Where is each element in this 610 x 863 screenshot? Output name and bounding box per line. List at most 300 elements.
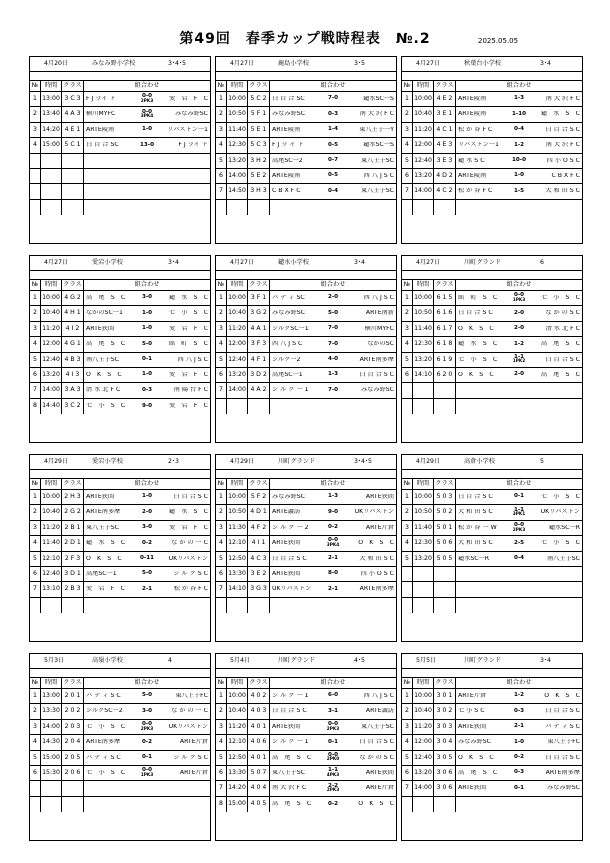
- match-number: 3: [30, 322, 41, 336]
- match-time: 11:40: [413, 322, 434, 336]
- match-time: 11:20: [41, 521, 62, 535]
- score-value: 1-1: [513, 353, 525, 360]
- match-class: 4 I 1: [248, 536, 270, 550]
- match-row: [402, 704, 582, 719]
- match-time: [41, 797, 62, 812]
- match-row: [216, 337, 396, 352]
- match-pairing: [456, 567, 582, 581]
- match-row: [402, 582, 582, 597]
- score-value: 1-0: [141, 309, 153, 316]
- team-away: ARTE南新: [365, 310, 394, 317]
- match-row: [30, 505, 210, 520]
- score-value: 0-0: [327, 721, 339, 728]
- match-number: 7: [402, 184, 413, 198]
- match-class: 4 C 1: [434, 123, 456, 137]
- pairing-line: [272, 509, 394, 515]
- team-away: 東八王子SC: [361, 157, 394, 164]
- team-home: F J ラ イ ド: [272, 142, 304, 149]
- team-home: 七 小 S C: [86, 770, 126, 777]
- pairing-line: [272, 372, 394, 378]
- team-home: 七 小 S C: [458, 356, 498, 363]
- score-value: 1-2: [513, 340, 525, 347]
- match-time: 10:50: [227, 505, 248, 519]
- team-away: O K S C: [358, 801, 394, 808]
- team-home: なかのSC一1: [86, 310, 123, 317]
- match-pairing: [84, 337, 210, 351]
- team-home: 白 百 合 S C: [272, 555, 307, 562]
- pairing-line: [272, 142, 394, 148]
- match-number: 2: [30, 704, 41, 718]
- match-time: 15:00: [227, 797, 248, 812]
- pairing-line: [458, 724, 580, 730]
- match-pairing: [84, 154, 210, 168]
- match-row: [402, 368, 582, 383]
- team-home: シ ル ク 一 2: [272, 524, 309, 531]
- match-number: 2: [216, 107, 227, 121]
- match-class: 3 E 3: [434, 154, 456, 168]
- match-class: 5 E 1: [248, 123, 270, 137]
- match-score: [321, 571, 345, 577]
- match-time: 12:30: [413, 536, 434, 550]
- pairing-line: [86, 110, 208, 120]
- team-away: なかのSC: [367, 341, 394, 348]
- match-score: [507, 173, 531, 179]
- pairing-line: [458, 173, 580, 179]
- match-score: [135, 510, 159, 516]
- match-pairing: [456, 138, 582, 152]
- score-value: 9-0: [141, 402, 153, 409]
- match-score: [135, 388, 159, 394]
- block-venue: 川町グランド: [278, 656, 316, 664]
- match-number: 2: [402, 306, 413, 320]
- match-class: 4 G 1: [62, 337, 84, 351]
- match-time: 15:00: [41, 138, 62, 152]
- team-away: ARTE南多摩: [359, 586, 394, 593]
- pairing-line: [86, 94, 208, 104]
- match-pairing: [84, 505, 210, 519]
- match-row: [216, 797, 396, 812]
- pairing-line: [272, 173, 394, 179]
- team-home: 高 尾 S C: [272, 801, 312, 808]
- team-away: O K S C: [544, 693, 580, 700]
- match-class: 3 D 1: [62, 567, 84, 581]
- match-row: [216, 291, 396, 306]
- team-away: ARTE狭間: [365, 770, 394, 777]
- team-away: 七 小 S C: [168, 310, 208, 317]
- team-away: 白 百 合 S C: [173, 494, 208, 501]
- match-number: 2: [30, 505, 41, 519]
- team-home: シ ル ク 一 1: [272, 387, 309, 394]
- pairing-line: [272, 188, 394, 194]
- score-value: 9-0: [327, 508, 339, 515]
- match-pairing: [456, 322, 582, 336]
- pairing-line: [272, 387, 394, 393]
- team-away: シ ル ク S C: [173, 571, 208, 578]
- pairing-line: [86, 768, 208, 778]
- header-spacer: [402, 271, 582, 280]
- match-pairing: [84, 322, 210, 336]
- match-row: [402, 399, 582, 414]
- match-row: [30, 138, 210, 153]
- match-number: 2: [30, 107, 41, 121]
- team-home: 松 が 谷 F C: [458, 188, 493, 195]
- team-home: 大 和 田 S C: [458, 540, 493, 547]
- col-header-match: 組合わせ: [506, 81, 532, 89]
- match-time: 12:00: [227, 337, 248, 351]
- match-score: [507, 508, 531, 518]
- score-value: 2-1: [513, 723, 525, 730]
- block-date: 4月29日: [416, 457, 441, 465]
- match-number: 1: [30, 291, 41, 305]
- match-row: [402, 490, 582, 505]
- match-row: [30, 154, 210, 169]
- pairing-line: [458, 127, 580, 133]
- match-row: [402, 689, 582, 704]
- col-header-no: №: [216, 678, 227, 688]
- match-pairing: [270, 797, 396, 812]
- match-row: [216, 107, 396, 122]
- header-spacer: [402, 470, 582, 479]
- score-value: 2-0: [141, 508, 153, 515]
- match-class: 6 2 0: [434, 368, 456, 382]
- match-number: 2: [216, 505, 227, 519]
- team-home: 白 百 合 S C: [458, 494, 493, 501]
- match-score: [135, 357, 159, 363]
- match-time: 14:00: [413, 184, 434, 198]
- match-row: [216, 735, 396, 750]
- team-away: 東八王子SC: [361, 188, 394, 195]
- match-number: 4: [30, 735, 41, 749]
- header-spacer: [402, 669, 582, 678]
- match-score: [135, 311, 159, 317]
- match-number: 3: [216, 521, 227, 535]
- header-spacer: [30, 72, 210, 81]
- match-row: [216, 689, 396, 704]
- match-time: 10:00: [41, 291, 62, 305]
- score-value: 0-0: [513, 522, 525, 529]
- pairing-line: [272, 127, 394, 133]
- block-header: [216, 455, 396, 470]
- team-home: 七 小 S C: [86, 723, 126, 730]
- match-pairing: [84, 766, 210, 780]
- col-header-class: クラス: [434, 678, 456, 688]
- score-value: 1-2: [513, 692, 525, 699]
- match-time: [41, 154, 62, 168]
- team-away: 清 水 北 F C: [545, 325, 580, 332]
- team-home: ARTE陵南: [272, 126, 301, 133]
- team-away: 愛 宕 F C: [169, 403, 208, 410]
- match-score: [135, 693, 159, 699]
- match-score: [321, 556, 345, 562]
- team-home: UKリバストン: [272, 586, 312, 593]
- team-home: 西 八 J S C: [272, 341, 303, 348]
- col-header-class: クラス: [248, 280, 270, 290]
- match-time: 14:00: [227, 169, 248, 183]
- match-row: [402, 123, 582, 138]
- match-score: [507, 494, 531, 500]
- match-row: [30, 107, 210, 122]
- match-pairing: [270, 582, 396, 596]
- team-home: ARTE片倉: [458, 693, 487, 700]
- match-number: 2: [216, 704, 227, 718]
- match-number: 2: [30, 306, 41, 320]
- column-header-row: [30, 280, 210, 291]
- team-away: 七 小 S C: [540, 540, 580, 547]
- match-class: 4 0 1: [248, 720, 270, 734]
- match-row: [30, 92, 210, 107]
- team-away: C B X F C: [551, 173, 580, 180]
- pairing-line: [86, 755, 208, 761]
- score-value: 0-0: [141, 108, 153, 115]
- match-time: 11:30: [227, 521, 248, 535]
- match-time: 13:20: [413, 766, 434, 780]
- match-row: [402, 200, 582, 215]
- match-row: [216, 598, 396, 613]
- team-away: 愛 宕 F C: [169, 524, 208, 531]
- match-row: [402, 353, 582, 368]
- pairing-line: [272, 111, 394, 117]
- match-number: [402, 797, 413, 812]
- match-number: [402, 383, 413, 397]
- page-title: 第49回 春季カップ戦時程表 №.2: [179, 31, 431, 47]
- match-class: 4 F 1: [248, 353, 270, 367]
- team-home: 松 が 谷 F C: [458, 126, 493, 133]
- pairing-line: [458, 341, 580, 347]
- match-time: 12:10: [41, 552, 62, 566]
- match-class: 3 0 2: [434, 704, 456, 718]
- team-home: ARTE陵南: [458, 111, 487, 118]
- pairing-line: [272, 571, 394, 577]
- team-home: 高尾SC一1: [86, 571, 117, 578]
- match-class: 4 D 1: [248, 505, 270, 519]
- match-time: 10:40: [413, 704, 434, 718]
- match-class: 5 E 2: [248, 169, 270, 183]
- match-pairing: [270, 291, 396, 305]
- match-row: [402, 169, 582, 184]
- match-pairing: [270, 123, 396, 137]
- team-away: 鑓 水 S C: [540, 111, 580, 118]
- team-home: 鑓 水 S C: [86, 540, 126, 547]
- match-score: [135, 571, 159, 577]
- penalty-score: 1PK2: [512, 359, 526, 365]
- match-class: 4 0 6: [248, 735, 270, 749]
- pairing-line: [86, 295, 208, 301]
- match-row: [30, 735, 210, 750]
- match-class: 3 H 3: [248, 184, 270, 198]
- block-header: [30, 654, 210, 669]
- match-number: 7: [30, 582, 41, 596]
- col-header-time: 時間: [413, 280, 434, 290]
- match-score: [507, 311, 531, 317]
- match-class: 3 0 1: [434, 689, 456, 703]
- match-class: 3 E 2: [248, 567, 270, 581]
- col-header-time: 時間: [227, 479, 248, 489]
- match-row: [402, 781, 582, 796]
- match-row: [30, 582, 210, 597]
- match-number: 3: [216, 720, 227, 734]
- match-class: 6 1 6: [434, 306, 456, 320]
- team-away: 愛 宕 F C: [169, 96, 208, 103]
- team-home: 高尾SC一1: [272, 372, 303, 379]
- match-number: 3: [216, 123, 227, 137]
- header-spacer: [216, 271, 396, 280]
- match-pairing: [270, 138, 396, 152]
- pairing-line: [458, 755, 580, 761]
- match-time: 14:20: [227, 781, 248, 795]
- match-pairing: [84, 781, 210, 795]
- block-venue: 高倉小学校: [464, 457, 495, 465]
- match-row: [30, 399, 210, 414]
- match-pairing: [456, 797, 582, 812]
- match-row: [402, 184, 582, 199]
- match-score: [507, 189, 531, 195]
- penalty-score: 4PK3: [326, 772, 340, 778]
- match-row: [402, 322, 582, 337]
- match-class: 3 H 2: [248, 154, 270, 168]
- match-pairing: [456, 598, 582, 613]
- match-score: [135, 755, 159, 761]
- match-row: [30, 536, 210, 551]
- match-score: [135, 295, 159, 301]
- pairing-line: [86, 387, 208, 393]
- pairing-line: [458, 355, 580, 365]
- block-header: [216, 57, 396, 72]
- match-pairing: [456, 751, 582, 765]
- score-value: 0-0: [141, 93, 153, 100]
- match-pairing: [84, 92, 210, 106]
- header-spacer: [402, 72, 582, 81]
- pairing-line: [458, 739, 580, 745]
- match-time: [413, 582, 434, 596]
- match-pairing: [270, 337, 396, 351]
- match-pairing: [456, 536, 582, 550]
- team-home: 七 小 S C: [458, 708, 485, 715]
- pairing-line: [86, 494, 208, 500]
- match-number: 1: [402, 92, 413, 106]
- pairing-line: [86, 357, 208, 363]
- match-time: 10:50: [227, 107, 248, 121]
- pairing-line: [458, 523, 580, 533]
- match-number: 5: [402, 552, 413, 566]
- score-value: 1-2: [513, 141, 525, 148]
- score-value: 1-0: [141, 371, 153, 378]
- match-score: [507, 770, 531, 776]
- team-home: 東八王子SC: [86, 524, 119, 531]
- match-pairing: [84, 200, 210, 215]
- match-time: 12:30: [413, 337, 434, 351]
- team-home: シルクSC一2: [86, 708, 123, 715]
- match-score: [321, 525, 345, 531]
- pairing-line: [86, 571, 208, 577]
- match-pairing: [270, 720, 396, 734]
- match-pairing: [84, 598, 210, 613]
- pairing-line: [458, 540, 580, 546]
- col-header-class: クラス: [248, 81, 270, 91]
- match-score: [507, 556, 531, 562]
- score-value: 1-0: [513, 738, 525, 745]
- match-number: 1: [216, 92, 227, 106]
- score-value: 0-0: [327, 751, 339, 758]
- match-number: [216, 598, 227, 613]
- match-time: 12:40: [413, 154, 434, 168]
- block-date: 4月20日: [44, 59, 69, 67]
- match-number: [402, 200, 413, 215]
- team-home: 南八王子SC: [86, 356, 119, 363]
- match-time: 13:20: [413, 353, 434, 367]
- match-row: [216, 368, 396, 383]
- pairing-line: [272, 341, 394, 347]
- penalty-score: 2PK3: [140, 726, 154, 732]
- col-header-class: クラス: [434, 479, 456, 489]
- match-pairing: [84, 184, 210, 198]
- col-header-match: 組合わせ: [506, 479, 532, 487]
- score-value: 3-1: [327, 707, 339, 714]
- score-value: 0-5: [327, 141, 339, 148]
- match-number: [216, 200, 227, 215]
- team-home: O K S C: [86, 372, 122, 379]
- match-pairing: [84, 138, 210, 152]
- block-header: [402, 455, 582, 470]
- col-header-time: 時間: [41, 678, 62, 688]
- team-away: UKリバストン: [354, 509, 394, 516]
- match-time: 13:40: [41, 107, 62, 121]
- match-class: 5 C 2: [248, 92, 270, 106]
- col-header-no: №: [402, 678, 413, 688]
- match-number: [402, 598, 413, 613]
- pairing-line: [458, 310, 580, 316]
- match-class: 5 C 1: [62, 138, 84, 152]
- block-date: 5月5日: [416, 656, 437, 664]
- match-number: 5: [216, 552, 227, 566]
- match-row: [216, 552, 396, 567]
- match-class: 4 E 2: [434, 92, 456, 106]
- col-header-class: クラス: [62, 678, 84, 688]
- col-header-time: 時間: [413, 479, 434, 489]
- block-date: 4月27日: [230, 59, 255, 67]
- match-score: [135, 722, 159, 732]
- match-pairing: [456, 306, 582, 320]
- match-class: 3 D 2: [248, 368, 270, 382]
- team-away: 西 八 J S C: [363, 173, 394, 180]
- score-value: 0-2: [327, 800, 339, 807]
- team-away: 西 八 J S C: [363, 693, 394, 700]
- match-time: 10:00: [413, 291, 434, 305]
- pairing-line: [272, 708, 394, 714]
- score-value: 2-1: [327, 554, 339, 561]
- match-score: [321, 538, 345, 548]
- pairing-line: [86, 403, 208, 409]
- penalty-score: 1PK3: [512, 297, 526, 303]
- match-time: [41, 598, 62, 613]
- col-header-time: 時間: [41, 81, 62, 91]
- match-row: [216, 154, 396, 169]
- match-pairing: [270, 751, 396, 765]
- pairing-line: [86, 142, 208, 148]
- match-time: 10:00: [413, 92, 434, 106]
- match-class: [434, 598, 456, 613]
- match-class: 2 B 3: [62, 582, 84, 596]
- match-time: 14:00: [41, 720, 62, 734]
- score-value: 0-2: [327, 524, 339, 531]
- match-pairing: [270, 306, 396, 320]
- team-away: 四 小 O S C: [360, 571, 394, 578]
- match-row: [216, 200, 396, 215]
- match-score: [135, 143, 159, 149]
- col-header-time: 時間: [41, 280, 62, 290]
- match-time: 14:00: [41, 383, 62, 397]
- match-number: 3: [30, 720, 41, 734]
- score-value: 3-0: [141, 707, 153, 714]
